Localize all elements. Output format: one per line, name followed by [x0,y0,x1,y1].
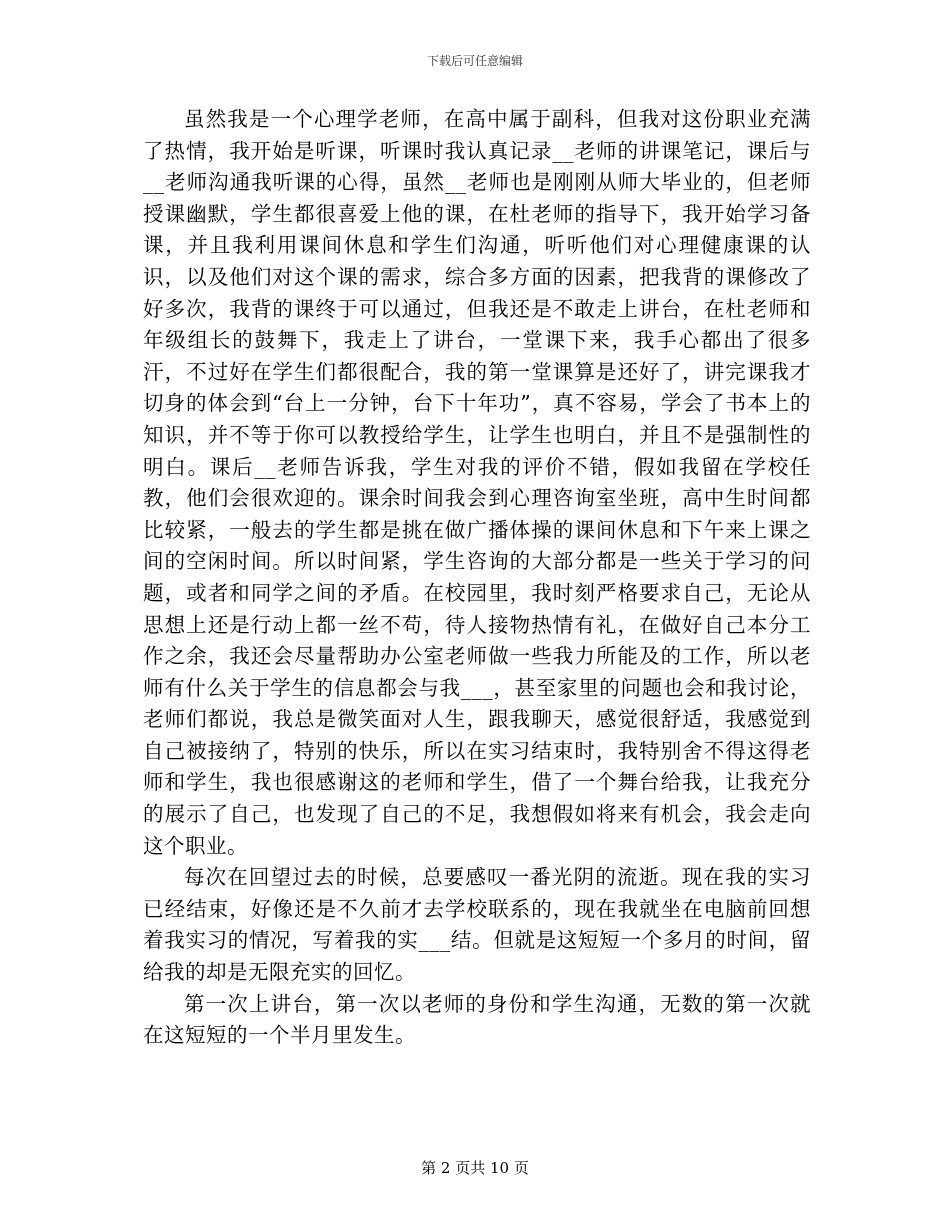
paragraph-1: 虽然我是一个心理学老师，在高中属于副科，但我对这份职业充满了热情，我开始是听课，听课时我认真记录__老师的讲课笔记，课后与__老师沟通我听课的心得，虽然__老师也是刚刚从师大毕业的，但老师授课幽默，学生都很喜爱上他的课，在杜老师的指导下，我开始学习备课，并且我利用课间休息和学生们沟通，听听他们对心理健康课的认识，以及他们对这个课的需求，综合多方面的因素，把我背的课修改了好多次，我背的课终于可以通过，但我还是不敢走上讲台，在杜老师和年级组长的鼓舞下，我走上了讲台，一堂课下来，我手心都出了很多汗，不过好在学生们都很配合，我的第一堂课算是还好了，讲完课我才切身的体会到“台上一分钟，台下十年功”，真不容易，学会了书本上的知识，并不等于你可以教授给学生，让学生也明白，并且不是强制性的明白。课后__老师告诉我，学生对我的评价不错，假如我留在学校任教，他们会很欢迎的。课余时间我会到心理咨询室坐班，高中生时间都比较紧，一般去的学生都是挑在做广播体操的课间休息和下午来上课之间的空闲时间。所以时间紧，学生咨询的大部分都是一些关于学习的问题，或者和同学之间的矛盾。在校园里，我时刻严格要求自己，无论从思想上还是行动上都一丝不苟，待人接物热情有礼，在做好自己本分工作之余，我还会尽量帮助办公室老师做一些我力所能及的工作，所以老师有什么关于学生的信息都会与我___，甚至家里的问题也会和我讨论，老师们都说，我总是微笑面对人生，跟我聊天，感觉很舒适，我感觉到自己被接纳了，特别的快乐，所以在实习结束时，我特别舍不得这得老师和学生，我也很感谢这的老师和学生，借了一个舞台给我，让我充分的展示了自己，也发现了自己的不足，我想假如将来有机会，我会走向这个职业。 [143,107,811,858]
paragraph-2: 每次在回望过去的时候，总要感叹一番光阴的流逝。现在我的实习已经结束，好像还是不久前才去学校联系的，现在我就坐在电脑前回想着我实习的情况，写着我的实___结。但就是这短短一个多月的时间，留给我的却是无限充实的回忆。 [143,865,811,985]
document-body [143,104,811,1052]
paragraph-3: 第一次上讲台，第一次以老师的身份和学生沟通，无数的第一次就在这短短的一个半月里发生。 [143,991,811,1048]
page-header-note: 下载后可任意编辑 [426,54,523,68]
page-number: 第 2 页共 10 页 [421,1159,529,1177]
